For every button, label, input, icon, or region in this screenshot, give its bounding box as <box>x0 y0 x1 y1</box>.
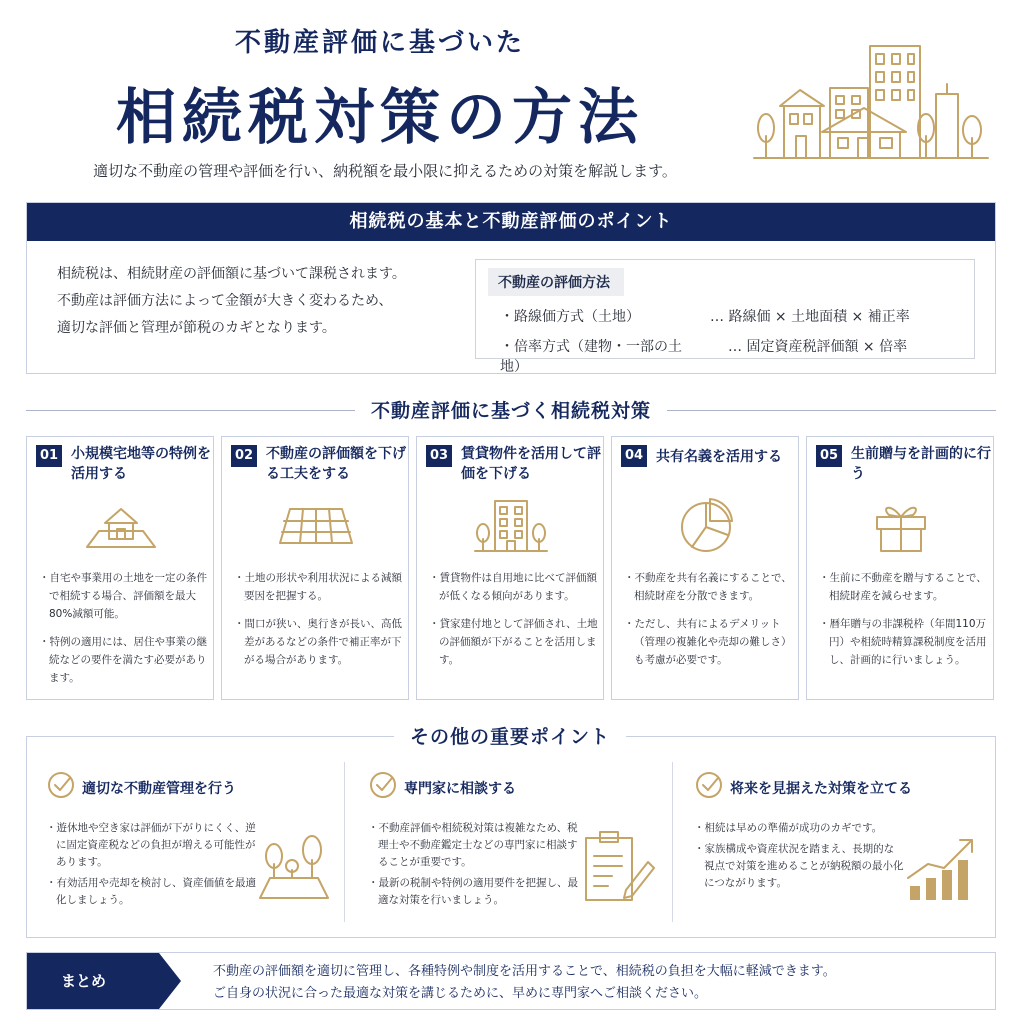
point-bullet: ・相続は早めの準備が成功のカギです。 <box>694 822 883 834</box>
point-bullets <box>46 820 256 913</box>
card-number: 02 <box>231 445 257 467</box>
method-name: ・倍率方式（建物・一部の土地） <box>500 339 682 375</box>
divider <box>672 762 673 922</box>
card-number: 03 <box>426 445 452 467</box>
page-subtitle: 不動産評価に基づいた <box>234 28 525 58</box>
card-bullet: ・賃貸物件は自用地に比べて評価額が低くなる傾向があります。 <box>429 572 597 602</box>
lead-text: 適切な不動産の管理や評価を行い、納税額を最小限に抑えるための対策を解説します。 <box>93 162 677 180</box>
other-point <box>32 764 342 926</box>
page-title: 相続税対策の方法 <box>116 83 644 153</box>
card-number: 04 <box>621 445 647 467</box>
card-bullet: ・土地の形状や利用状況による減額要因を把握する。 <box>234 572 402 602</box>
other-point <box>680 764 990 926</box>
check-circle-icon <box>694 770 724 800</box>
strategy-card <box>26 436 214 700</box>
growth-bar-chart-icon <box>902 828 982 908</box>
other-heading: その他の重要ポイント <box>394 726 626 748</box>
card-bullet: ・特例の適用には、居住や事業の継続などの要件を満たす必要があります。 <box>39 636 207 684</box>
card-title: 不動産の評価額を下げる工夫をする <box>266 446 406 482</box>
summary-text <box>213 961 836 1005</box>
gift-box-icon <box>861 495 941 555</box>
card-bullet: ・貸家建付地として評価され、土地の評価額が下がることを活用します。 <box>429 618 598 666</box>
method-formula: … 固定資産税評価額 × 倍率 <box>728 339 908 355</box>
strategies-heading-row <box>26 396 996 424</box>
basics-line: 適切な評価と管理が節税のカギとなります。 <box>57 320 336 336</box>
strategy-card <box>611 436 799 700</box>
card-bullet: ・間口が狭い、奥行きが長い、高低差があるなどの条件で補正率が下がる場合があります。 <box>234 618 402 666</box>
card-title: 賃貸物件を活用して評価を下げる <box>461 446 601 482</box>
card-bullets <box>39 569 209 697</box>
point-title: 将来を見据えた対策を立てる <box>730 781 912 797</box>
basics-heading: 相続税の基本と不動産評価のポイント <box>27 203 995 241</box>
method-formula: … 路線価 × 土地面積 × 補正率 <box>710 309 910 325</box>
summary-arrow <box>159 953 181 1009</box>
card-title: 生前贈与を計画的に行う <box>851 446 991 482</box>
other-point <box>354 764 664 926</box>
basics-line: 不動産は評価方法によって金額が大きく変わるため、 <box>57 293 393 309</box>
point-bullet: ・不動産評価や相続税対策は複雑なため、税理士や不動産鑑定士などの専門家に相談することが重要です。 <box>368 822 578 868</box>
pie-chart-icon <box>666 495 746 555</box>
card-number: 05 <box>816 445 842 467</box>
basics-description <box>57 261 406 342</box>
point-bullet: ・家族構成や資産状況を踏まえ、長期的な視点で対策を進めることが納税額の最小化につながります。 <box>694 843 904 889</box>
house-on-land-icon <box>81 495 161 555</box>
basics-panel <box>26 202 996 374</box>
check-circle-icon <box>368 770 398 800</box>
strategy-card <box>416 436 604 700</box>
apartment-building-icon <box>471 495 551 555</box>
point-bullet: ・最新の税制や特例の適用要件を把握し、最適な対策を行いましょう。 <box>368 877 578 906</box>
divider <box>344 762 345 922</box>
land-grid-icon <box>276 495 356 555</box>
card-bullets <box>234 569 404 679</box>
valuation-method-title: 不動産の評価方法 <box>488 268 624 296</box>
valuation-method-box <box>475 259 975 375</box>
card-bullet: ・暦年贈与の非課税枠（年間110万円）や相続時精算課税制度を活用し、計画的に行いましょう。 <box>819 618 987 666</box>
trees-land-icon <box>254 828 334 908</box>
summary-line: ご自身の状況に合った最適な対策を講じるために、早めに専門家へご相談ください。 <box>213 986 708 1001</box>
summary-label: まとめ <box>27 953 159 1009</box>
card-bullets <box>624 569 794 679</box>
card-bullets <box>819 569 989 679</box>
point-bullet: ・遊休地や空き家は評価が下がりにくく、逆に固定資産税などの負担が増える可能性があります。 <box>46 822 256 868</box>
card-bullet: ・自宅や事業用の土地を一定の条件で相続する場合、評価額を最大80%減額可能。 <box>39 572 207 620</box>
valuation-method-row <box>500 336 908 376</box>
point-bullet: ・有効活用や売却を検討し、資産価値を最適化しましょう。 <box>46 877 256 906</box>
method-name: ・路線価方式（土地） <box>500 309 640 325</box>
strategy-card <box>221 436 409 700</box>
card-bullets <box>429 569 599 679</box>
card-bullet: ・生前に不動産を贈与することで、相続財産を減らせます。 <box>819 572 987 602</box>
city-buildings-icon <box>752 40 992 170</box>
point-bullets <box>694 820 904 896</box>
clipboard-pen-icon <box>576 828 656 908</box>
other-heading-row <box>380 722 640 750</box>
check-circle-icon <box>46 770 76 800</box>
point-bullets <box>368 820 578 913</box>
basics-line: 相続税は、相続財産の評価額に基づいて課税されます。 <box>57 266 406 282</box>
point-title: 専門家に相談する <box>404 781 516 797</box>
summary-box <box>26 952 996 1010</box>
summary-line: 不動産の評価額を適切に管理し、各種特例や制度を活用することで、相続税の負担を大幅に軽減できます。 <box>213 964 836 979</box>
card-bullet: ・ただし、共有によるデメリット（管理の複雑化や売却の難しさ）も考慮が必要です。 <box>624 618 792 666</box>
card-title: 小規模宅地等の特例を活用する <box>71 446 211 482</box>
card-bullet: ・不動産を共有名義にすることで、相続財産を分散できます。 <box>624 572 792 602</box>
point-title: 適切な不動産管理を行う <box>82 781 236 797</box>
card-title: 共有名義を活用する <box>656 449 782 465</box>
card-number: 01 <box>36 445 62 467</box>
strategies-heading: 不動産評価に基づく相続税対策 <box>355 400 667 422</box>
valuation-method-row <box>500 306 910 326</box>
strategy-card <box>806 436 994 700</box>
